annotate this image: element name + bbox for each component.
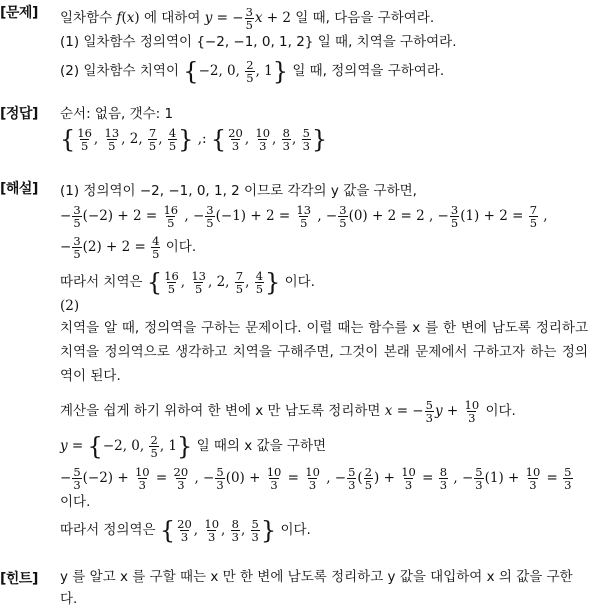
solution-domain: 따라서 정의역은 { $\frac{20}{3}$ , $\frac{10}{3}$ , $\frac{8}{3}$ , $\frac{5}{3}$ } 이다. xyxy=(60,516,311,545)
hint-tag: [힌트] xyxy=(0,571,38,587)
solution-tag: [해설] xyxy=(0,181,38,197)
solution-1-intro: (1) 정의역이 −2, −1, 0, 1, 2 이므로 각각의 y 값을 구하면, xyxy=(60,183,417,199)
solution-range: 따라서 치역은 { $\frac{16}{5}$ , $\frac{13}{5}$ , 2, $\frac{7}{5}$ , $\frac{4}{5}$ } 이다. xyxy=(60,268,315,297)
solution-2-isda: 이다. xyxy=(60,494,91,510)
answer-line-1: 순서: 없음, 갯수: 1 xyxy=(60,106,174,122)
solution-2-label: (2) xyxy=(60,298,80,314)
problem-tag: [문제] xyxy=(0,5,38,21)
answer-sets: { $\frac{16}{5}$ , $\frac{13}{5}$ , 2, $\frac{7}{5}$ , $\frac{4}{5}$ } ,: { $\frac{20}{3}$ , $\frac{10}{3}$ , $\frac{8}{3}$ , $\frac{5}{3}$ } xyxy=(60,125,328,154)
solution-1-eq-row-2: − $\frac{3}{5}$ (2) + 2 = $\frac{4}{5}$ 이다. xyxy=(60,234,197,261)
question-2: (2) 일차함수 치역이 {−2, 0, $\frac{2}{5}$ , 1} 일 때, 정의역을 구하여라. xyxy=(60,57,445,86)
question-1: (1) 일차함수 정의역이 {−2, −1, 0, 1, 2} 일 때, 치역을 구하여라. xyxy=(60,34,457,50)
answer-tag: [정답] xyxy=(0,106,38,122)
solution-2-paragraph: 치역을 알 때, 정의역을 구하는 문제이다. 이럴 때는 함수를 x 를 한 변에 남도록 정리하고 치역을 정의역으로 생각하고 치역을 구해주면, 그것이 본래 문제에서 구하고자 하는 정의역이 된다. xyxy=(60,320,588,384)
solution-1-eq-row: − $\frac{3}{5}$ (−2) + 2 = $\frac{16}{5}$ , − $\frac{3}{5}$ (−1) + 2 = $\frac{13}{5}$ , − $\frac{3}{5}$ (0) + 2 = 2 , − $\frac{3}{5}$ (1) + 2 = $\frac{7}{5}$ , xyxy=(60,203,548,230)
solution-2-y-values: y = {−2, 0, $\frac{2}{5}$ , 1} 일 때의 x 값을 구하면 xyxy=(60,432,327,461)
solution-2-calc: 계산을 쉽게 하기 위하여 한 변에 x 만 남도록 정리하면 x = − $\frac{5}{3}$ y + $\frac{10}{3}$ 이다. xyxy=(60,398,516,425)
solution-2-eq-row: − $\frac{5}{3}$ (−2) + $\frac{10}{3}$ = $\frac{20}{3}$ , − $\frac{5}{3}$ (0) + $\frac{10}{3}$ = $\frac{10}{3}$ , − $\frac{5}{3}$ ( $\frac{2}{5}$ ) + $\frac{10}{3}$ = $\frac{8}{3}$ , − $\frac{5}{3}$ (1) + $\frac{10}{3}$ = $\frac{5}{3}$ xyxy=(60,465,572,492)
problem-intro: 일차함수 f(x) 에 대하여 y = − $\frac{3}{5}$ x + 2 일 때, 다음을 구하여라. xyxy=(60,5,435,32)
hint-text: y 를 알고 x 를 구할 때는 x 만 한 변에 남도록 정리하고 y 값을 대입하여 x 의 값을 구한다. xyxy=(60,569,573,607)
